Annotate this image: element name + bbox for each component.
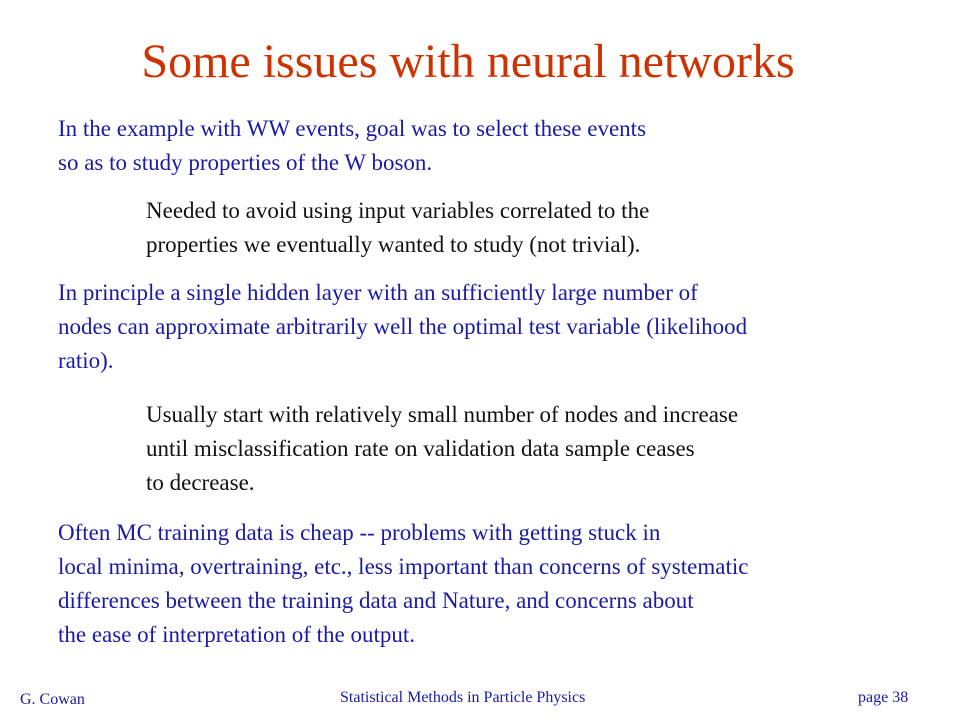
text-line: Needed to avoid using input variables correlated to the: [146, 198, 650, 223]
text-line: ratio).: [58, 348, 114, 373]
text-line: properties we eventually wanted to study (not trivial).: [146, 232, 641, 257]
paragraph-nodes-increase: [146, 398, 738, 500]
footer-course: Statistical Methods in Particle Physics: [340, 689, 586, 706]
text-line: nodes can approximate arbitrarily well the optimal test variable (likelihood: [58, 314, 748, 339]
slide-title: Some issues with neural networks: [141, 35, 795, 88]
text-line: until misclassification rate on validation data sample ceases: [146, 436, 695, 461]
text-line: In the example with WW events, goal was to select these events: [58, 116, 647, 141]
paragraph-mc-training-data: [58, 516, 748, 652]
text-line: Usually start with relatively small number of nodes and increase: [146, 402, 739, 427]
text-line: Often MC training data is cheap -- problems with getting stuck in: [58, 520, 661, 545]
text-line: local minima, overtraining, etc., less important than concerns of systematic: [58, 554, 749, 579]
footer-author: G. Cowan: [20, 691, 85, 708]
footer-page-number: page 38: [858, 689, 909, 706]
paragraph-ww-events: [58, 112, 646, 180]
paragraph-hidden-layer: [58, 276, 747, 378]
text-line: to decrease.: [146, 470, 255, 495]
paragraph-input-variables: [146, 194, 649, 262]
text-line: differences between the training data and Nature, and concerns about: [58, 588, 694, 613]
text-line: so as to study properties of the W boson.: [58, 150, 433, 175]
text-line: In principle a single hidden layer with an sufficiently large number of: [58, 280, 698, 305]
text-line: the ease of interpretation of the output.: [58, 622, 416, 647]
